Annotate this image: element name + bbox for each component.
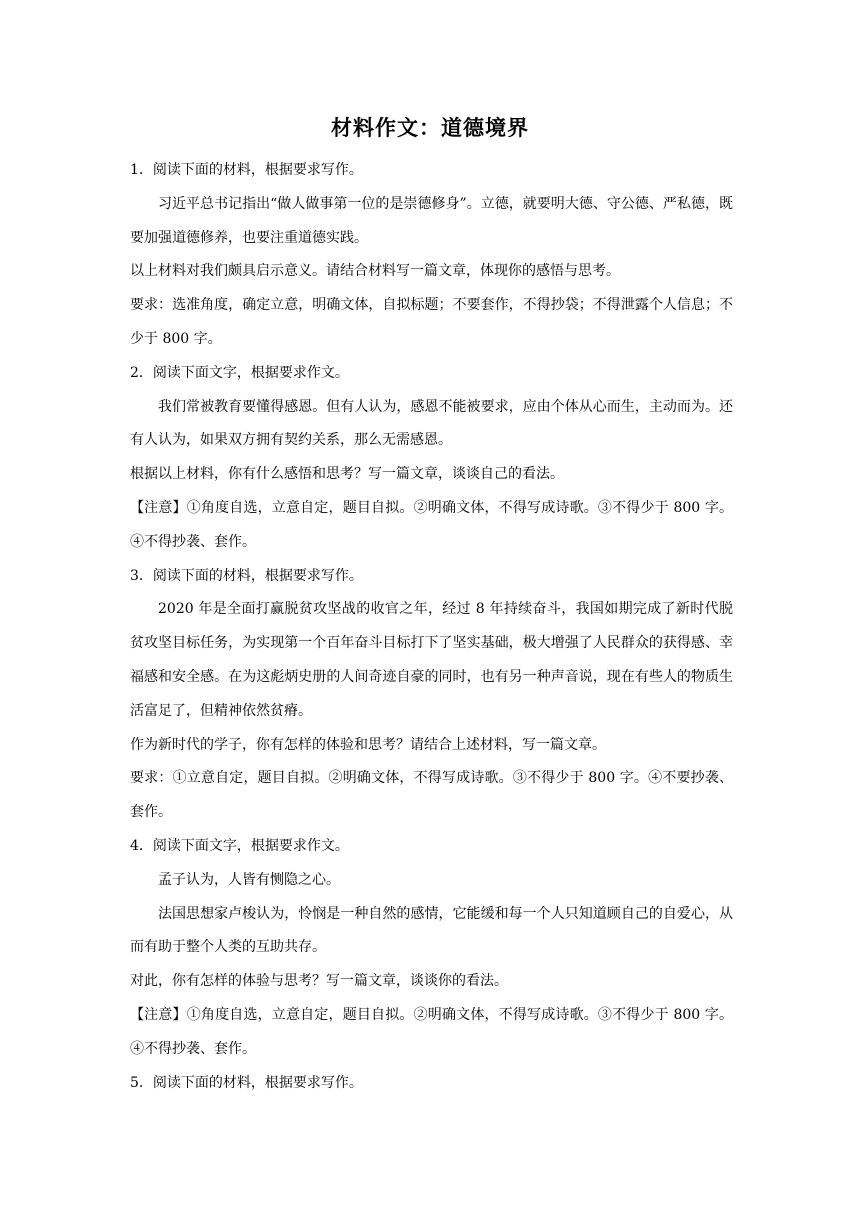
question-3-instruction: 作为新时代的学子，你有怎样的体验和思考？请结合上述材料，写一篇文章。	[130, 736, 606, 753]
document-body	[130, 154, 733, 1100]
question-2-material: 我们常被教育要懂得感恩。但有人认为，感恩不能被要求，应由个体从心而生，主动而为。还有人认为，如果双方拥有契约关系，那么无需感恩。	[130, 398, 733, 449]
question-4-material-2: 法国思想家卢梭认为，怜悯是一种自然的感情，它能缓和每一个人只知道顾自己的自爱心，从而有助于整个人类的互助共存。	[130, 905, 733, 956]
question-4-material-1: 孟子认为，人皆有恻隐之心。	[158, 871, 340, 888]
question-4-notes: 【注意】①角度自选，立意自定，题目自拟。②明确文体，不得写成诗歌。③不得少于 800 字。④不得抄袭、套作。	[130, 1006, 733, 1057]
question-1-prompt: 1．阅读下面的材料，根据要求写作。	[130, 162, 363, 178]
question-2-prompt: 2．阅读下面文字，根据要求作文。	[130, 364, 349, 381]
question-2-instruction: 根据以上材料，你有什么感悟和思考？写一篇文章，谈谈自己的看法。	[130, 466, 564, 483]
question-3-prompt: 3．阅读下面的材料，根据要求写作。	[130, 567, 363, 584]
question-1-instruction: 以上材料对我们颇具启示意义。请结合材料写一篇文章，体现你的感悟与思考。	[130, 263, 620, 280]
question-1-material: 习近平总书记指出“做人做事第一位的是崇德修身”。立德，就要明大德、守公德、严私德，既要加强道德修养，也要注重道德实践。	[130, 195, 733, 246]
question-4-instruction: 对此，你有怎样的体验与思考？写一篇文章，谈谈你的看法。	[130, 973, 508, 990]
question-1-requirements: 要求：选准角度，确定立意，明确文体，自拟标题；不要套作，不得抄袋；不得泄露个人信息；不少于 800 字。	[130, 297, 733, 347]
document-title: 材料作文：道德境界	[331, 116, 529, 140]
question-3-requirements: 要求：①立意自定，题目自拟。②明确文体，不得写成诗歌。③不得少于 800 字。④不要抄袭、套作。	[130, 770, 733, 821]
question-2-notes: 【注意】①角度自选，立意自定，题目自拟。②明确文体，不得写成诗歌。③不得少于 800 字。④不得抄袭、套作。	[130, 499, 733, 550]
question-5-prompt: 5．阅读下面的材料，根据要求写作。	[130, 1074, 363, 1091]
question-4-prompt: 4．阅读下面文字，根据要求作文。	[130, 837, 349, 854]
question-3-material: 2020 年是全面打赢脱贫攻坚战的收官之年，经过 8 年持续奋斗，我国如期完成了新时代脱贫攻坚目标任务，为实现第一个百年奋斗目标打下了坚实基础，极大增强了人民群众的获得感、幸福感和安全感。在为这彪炳史册的人间奇迹自豪的同时，也有另一种声音说，现在有些人的物质生活富足了，但精神依然贫瘠。	[130, 601, 733, 719]
